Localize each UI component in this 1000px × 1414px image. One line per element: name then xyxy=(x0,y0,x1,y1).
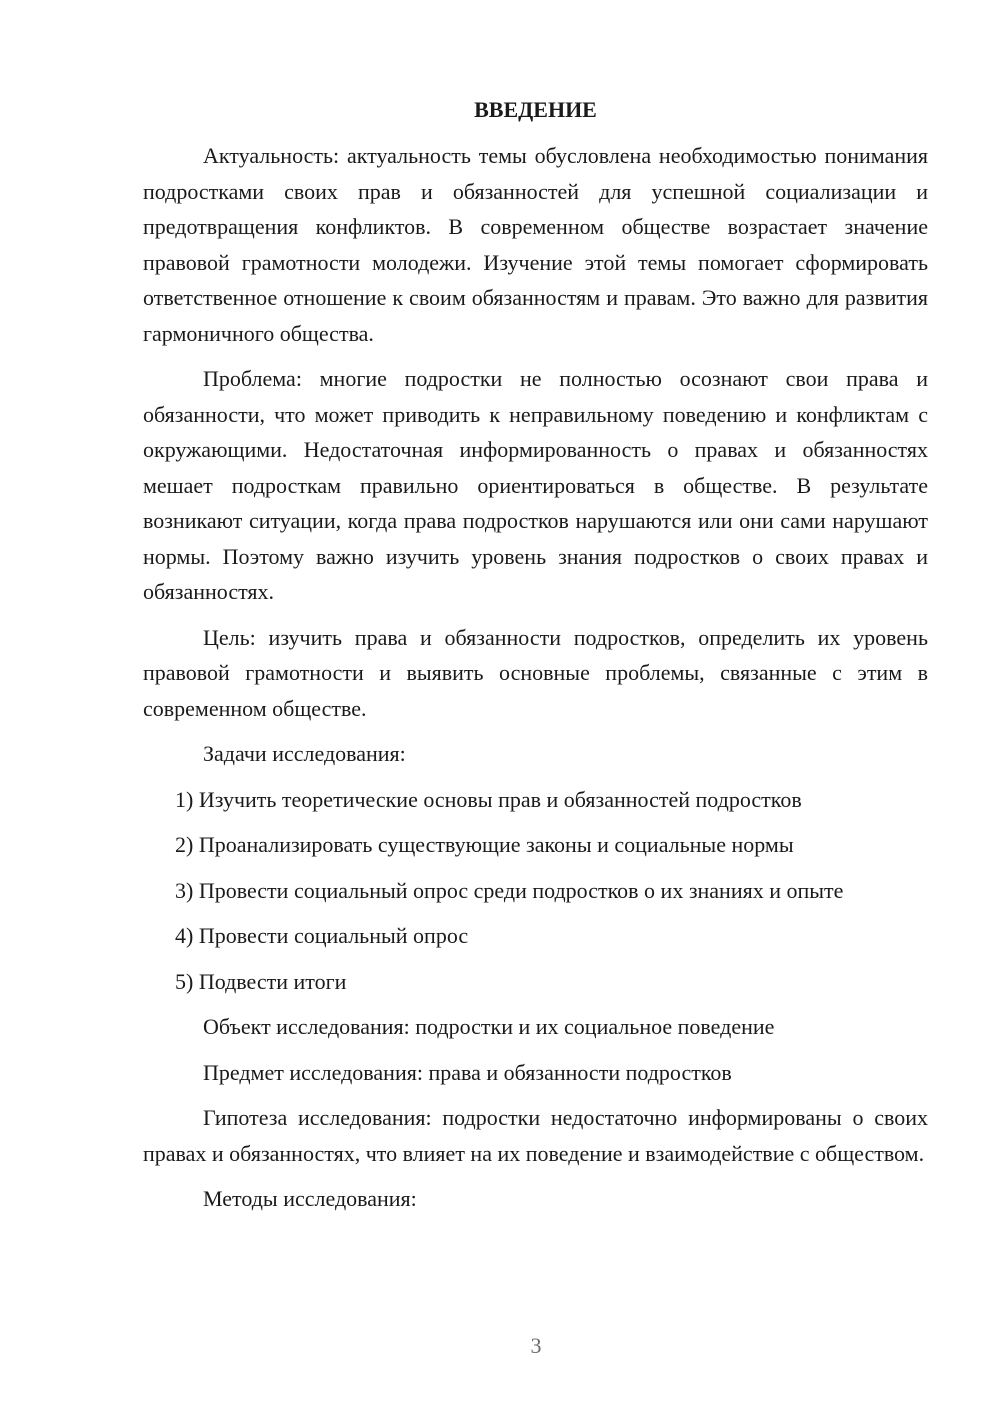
task-item: 2) Проанализировать существующие законы и социальные нормы xyxy=(175,832,794,857)
task-item: 3) Провести социальный опрос среди подростков о их знаниях и опыте xyxy=(175,877,844,903)
hypothesis-paragraph: Гипотеза исследования: подростки недостаточно информированы о своих правах и обязанностях, что влияет на их поведение и взаимодействие с обществом. xyxy=(143,1105,928,1166)
tasks-title: Задачи исследования: xyxy=(203,741,406,766)
object-paragraph: Объект исследования: подростки и их социальное поведение xyxy=(203,1014,775,1039)
task-item: 5) Подвести итоги xyxy=(175,968,347,994)
task-item: 4) Провести социальный опрос xyxy=(175,923,469,948)
task-item: 1) Изучить теоретические основы прав и обязанностей подростков xyxy=(175,786,802,812)
subject-paragraph: Предмет исследования: права и обязанности подростков xyxy=(203,1059,732,1085)
page-number: 3 xyxy=(530,1333,542,1358)
methods-title: Методы исследования: xyxy=(203,1186,417,1211)
relevance-paragraph: Актуальность: актуальность темы обусловлена необходимостью понимания подростками своих прав и обязанностей для успешной социализации и предотвращения конфликтов. В современном обществе возрастает значение правовой грамотности молодежи. Изучение этой темы помогает сформировать ответственное отношение к своим обязанностям и правам. Это важно для развития гармоничного общества. xyxy=(143,143,928,346)
tasks-list xyxy=(143,782,928,1000)
goal-paragraph: Цель: изучить права и обязанности подростков, определить их уровень правовой грамотности и выявить основные проблемы, связанные с этим в современном обществе. xyxy=(143,624,928,721)
page-content xyxy=(143,94,928,1227)
problem-paragraph: Проблема: многие подростки не полностью осознают свои права и обязанности, что может приводить к неправильному поведению и конфликтам с окружающими. Недостаточная информированность о правах и обязанностях мешает подросткам правильно ориентироваться в обществе. В результате возникают ситуации, когда права подростков нарушаются или они сами нарушают нормы. Поэтому важно изучить уровень знания подростков о своих правах и обязанностях. xyxy=(143,366,928,604)
section-heading: ВВЕДЕНИЕ xyxy=(474,97,597,122)
